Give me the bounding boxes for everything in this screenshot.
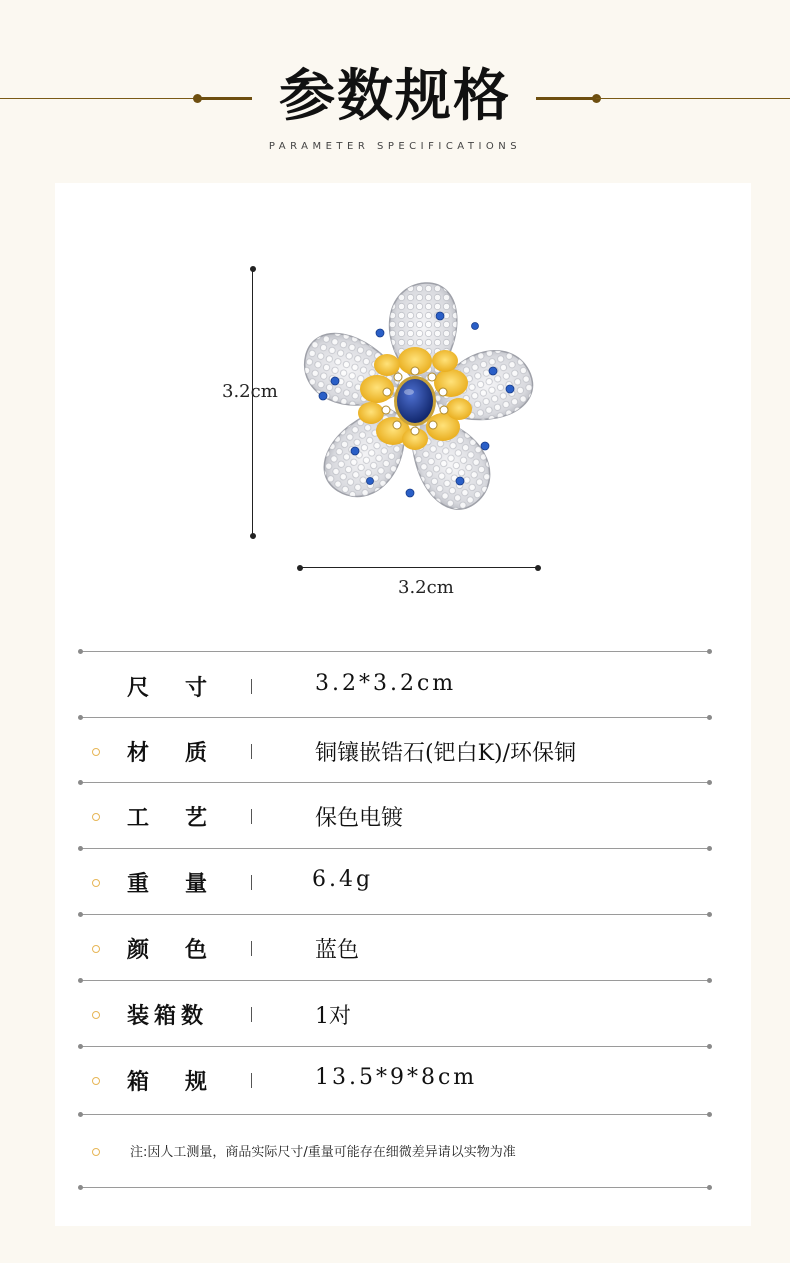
spec-row-size <box>80 653 710 719</box>
width-dim-right-dot <box>535 565 541 571</box>
spec-value: 3.2*3.2cm <box>315 671 457 696</box>
spec-card <box>55 183 751 1226</box>
flower-brooch-image <box>290 273 540 528</box>
spec-separator-bar <box>251 809 252 824</box>
height-label: 3.2cm <box>222 381 278 402</box>
bullet-icon <box>92 748 100 756</box>
spec-row-craft <box>80 783 710 849</box>
bullet-icon <box>92 879 100 887</box>
spec-row-color <box>80 915 710 981</box>
spec-value: 铜镶嵌锆石(钯白K)/环保铜 <box>315 741 577 766</box>
spec-separator-bar <box>251 1073 252 1088</box>
spec-value: 1对 <box>315 1004 351 1029</box>
spec-value: 6.4g <box>312 867 374 892</box>
height-dim-bottom-dot <box>250 533 256 539</box>
spec-label: 箱 规 <box>127 1069 207 1095</box>
spec-label: 材 质 <box>127 740 207 766</box>
page-title: 参数规格 <box>279 63 511 129</box>
header-line-right-thick <box>536 97 596 100</box>
spec-divider <box>80 651 710 652</box>
spec-label: 尺 寸 <box>127 675 207 701</box>
spec-divider <box>80 1187 710 1188</box>
spec-separator-bar <box>251 679 252 694</box>
spec-row-packing <box>80 981 710 1047</box>
spec-separator-bar <box>251 941 252 956</box>
header-line-right <box>596 98 790 99</box>
spec-label: 装 箱 数 <box>127 1003 203 1029</box>
spec-label: 颜 色 <box>127 937 207 963</box>
header <box>0 0 790 180</box>
spec-value: 保色电镀 <box>315 806 404 831</box>
measurement-note: 注:因人工测量，商品实际尺寸/重量可能存在细微差异请以实物为准 <box>130 1145 516 1160</box>
width-label: 3.2cm <box>398 577 454 598</box>
bullet-icon <box>92 1011 100 1019</box>
spec-separator-bar <box>251 744 252 759</box>
spec-separator-bar <box>251 875 252 890</box>
bullet-icon <box>92 945 100 953</box>
spec-separator-bar <box>251 1007 252 1022</box>
spec-value: 蓝色 <box>315 938 360 963</box>
bullet-icon <box>92 1077 100 1085</box>
spec-row-box-size <box>80 1047 710 1113</box>
spec-label: 工 艺 <box>127 805 207 831</box>
spec-row-weight <box>80 849 710 915</box>
spec-label: 重 量 <box>127 871 207 897</box>
page-subtitle: PARAMETER SPECIFICATIONS <box>268 141 522 152</box>
spec-row-material <box>80 718 710 784</box>
spec-value: 13.5*9*8cm <box>315 1065 478 1090</box>
bullet-icon <box>92 1148 100 1156</box>
note-row <box>80 1115 710 1185</box>
width-dimension-line <box>300 567 538 568</box>
bullet-icon <box>92 813 100 821</box>
height-dimension-line <box>252 268 253 536</box>
